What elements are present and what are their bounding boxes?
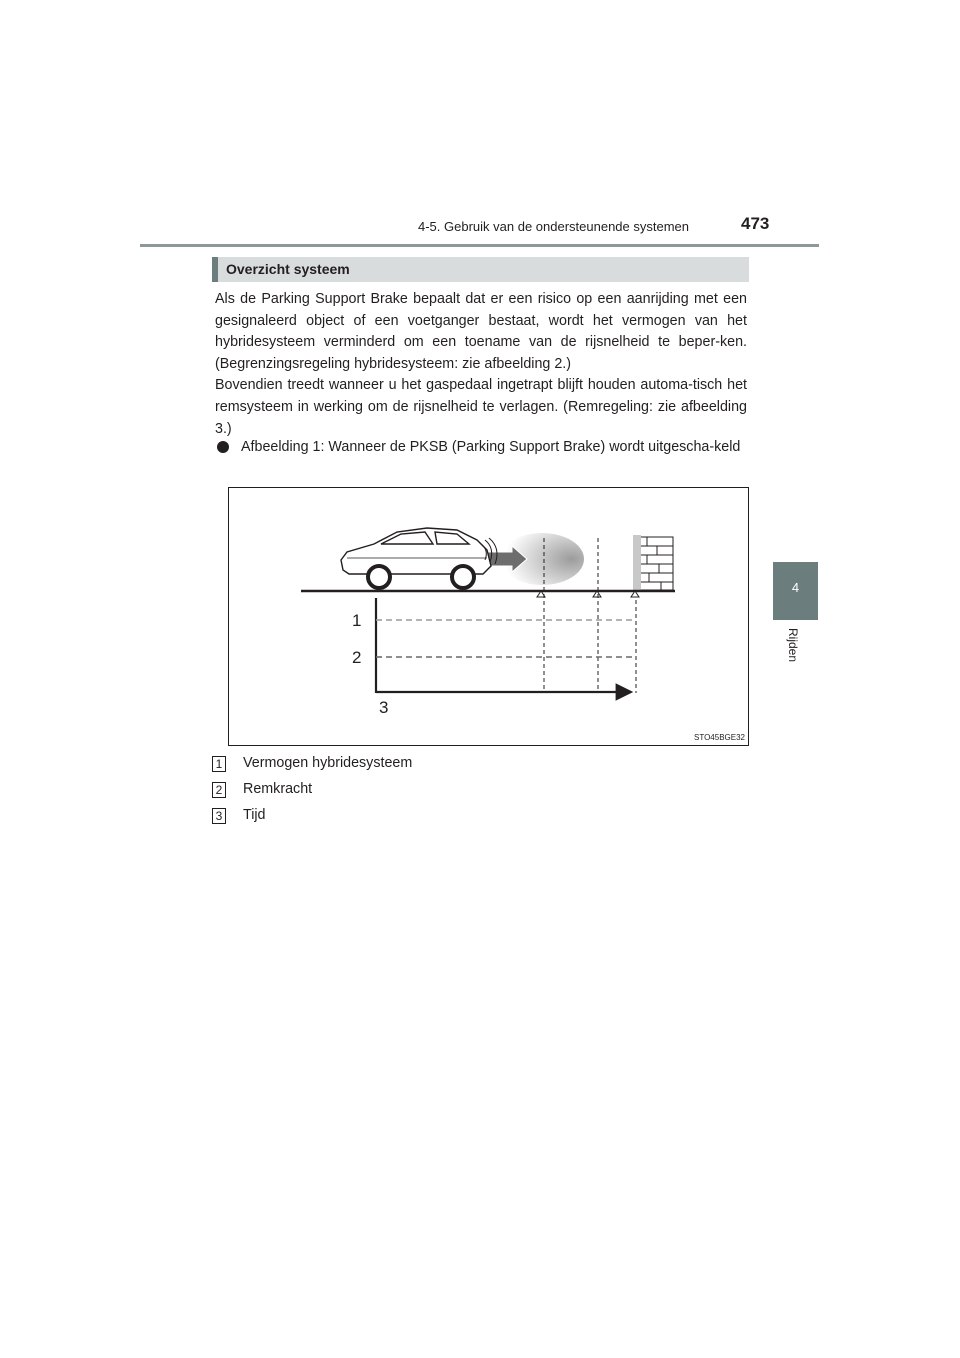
header-rule: [140, 244, 819, 247]
section-heading-bar: [212, 257, 749, 282]
page-number: 473: [741, 214, 770, 233]
figure-illustration: [229, 488, 748, 745]
body-text: [215, 289, 747, 440]
chapter-label: [785, 628, 805, 678]
legend-text: Vermogen hybridesysteem: [243, 755, 413, 771]
paragraph-1: Als de Parking Support Brake bepaalt dat er een risico op een aanrijding met een gesignaleerd object of een voetganger bestaat, wordt het vermogen van het hybridesysteem verminderd om een toename van de rijsnelheid te beper-ken. (Begrenzingsregeling hybridesysteem: zie afbeelding 2.): [215, 291, 747, 372]
wall-edge: [633, 535, 641, 592]
callout-1: 1: [352, 611, 362, 630]
chapter-tab[interactable]: [773, 562, 818, 620]
legend-number: 3: [212, 808, 226, 824]
paragraph-2: Bovendien treedt wanneer u het gaspedaal ingetrapt blijft houden automa-tisch het remsysteem in werking om de rijsnelheid te verlagen. (Remregeling: zie afbeelding 3.): [215, 377, 747, 437]
callout-3: 3: [379, 698, 389, 717]
figure-code: STO45BGE32: [694, 733, 745, 742]
legend-text: Remkracht: [243, 781, 313, 797]
bullet-text: Afbeelding 1: Wanneer de PKSB (Parking Support Brake) wordt uitgescha-keld: [241, 439, 741, 455]
chapter-name: Rijden: [786, 628, 800, 663]
legend-text: Tijd: [243, 807, 266, 823]
legend-number: 2: [212, 782, 226, 798]
rear-wheel-icon: [452, 566, 474, 588]
bullet-dot-icon: [217, 441, 229, 453]
car-icon: [341, 528, 497, 574]
section-title: Overzicht systeem: [226, 261, 350, 277]
chapter-number: 4: [791, 580, 800, 595]
legend-number: 1: [212, 756, 226, 772]
figure-pksb-off: [228, 487, 749, 746]
front-wheel-icon: [368, 566, 390, 588]
running-header: 4-5. Gebruik van de ondersteunende systemen: [418, 219, 690, 234]
callout-2: 2: [352, 648, 362, 667]
